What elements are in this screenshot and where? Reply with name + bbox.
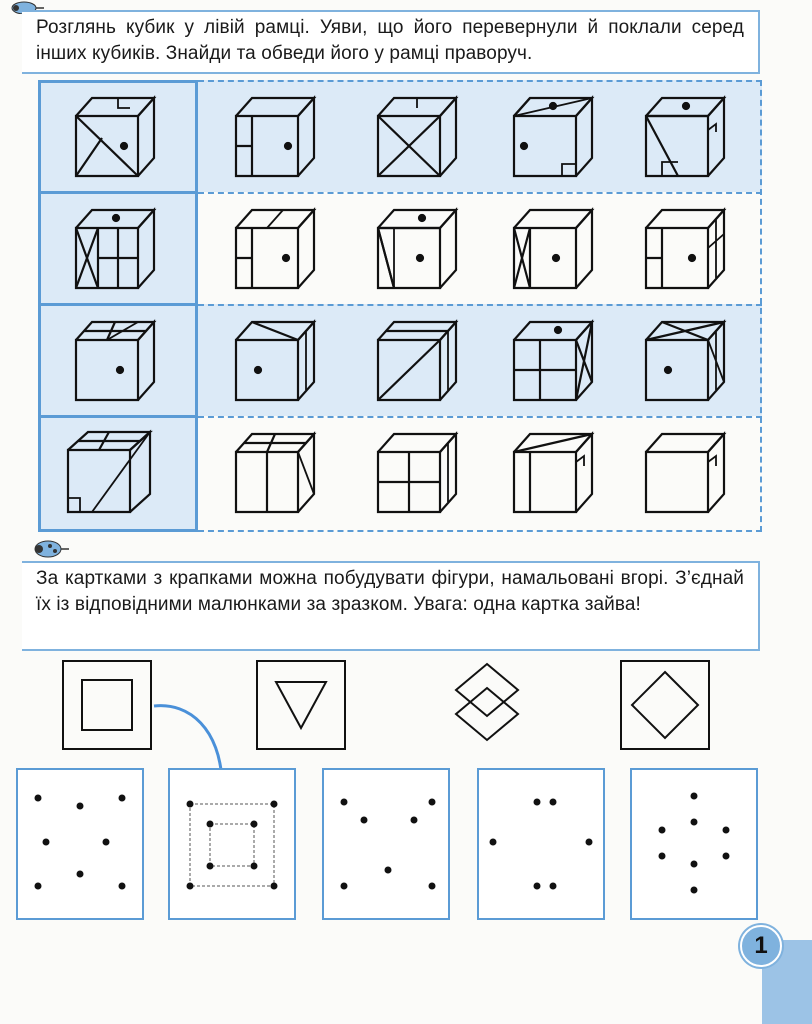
cube-option-3-3[interactable] bbox=[500, 310, 600, 410]
page-number: 1 bbox=[740, 925, 782, 967]
cube-option-4-1[interactable] bbox=[228, 422, 328, 522]
cube-option-3-2[interactable] bbox=[364, 310, 464, 410]
cube-option-2-4[interactable] bbox=[638, 198, 738, 298]
shape-diamond-in-square[interactable] bbox=[620, 660, 710, 750]
cube-sample-4 bbox=[64, 422, 164, 522]
cube-option-3-4[interactable] bbox=[638, 310, 738, 410]
cube-option-1-4[interactable] bbox=[638, 86, 738, 186]
shape-double-diamond[interactable] bbox=[442, 660, 532, 750]
cube-grid bbox=[38, 80, 762, 532]
cube-option-3-1[interactable] bbox=[228, 310, 328, 410]
cube-sample-2 bbox=[68, 198, 168, 298]
task-1-text: Розглянь кубик у лівій рамці. Уяви, що його перевернули й поклали серед інших кубиків. Знайди та обведи його у рамці праворуч. bbox=[36, 17, 744, 64]
ladybug-icon bbox=[30, 538, 70, 558]
task-2-instructions bbox=[22, 561, 760, 651]
cube-option-1-3[interactable] bbox=[500, 86, 600, 186]
cube-option-4-3[interactable] bbox=[500, 422, 600, 522]
dot-card-2-example[interactable] bbox=[168, 768, 296, 920]
cube-sample-3 bbox=[68, 310, 168, 410]
cube-option-4-4[interactable] bbox=[638, 422, 738, 522]
cube-option-2-3[interactable] bbox=[500, 198, 600, 298]
cube-option-2-1[interactable] bbox=[228, 198, 328, 298]
dot-card-5[interactable] bbox=[630, 768, 758, 920]
shape-square-in-square[interactable] bbox=[62, 660, 152, 750]
cube-sample-1 bbox=[68, 86, 168, 186]
dot-card-1[interactable] bbox=[16, 768, 144, 920]
cube-option-1-1[interactable] bbox=[228, 86, 328, 186]
task-1-instructions bbox=[22, 10, 760, 74]
cube-option-2-2[interactable] bbox=[364, 198, 464, 298]
dot-card-3[interactable] bbox=[322, 768, 450, 920]
cube-option-4-2[interactable] bbox=[364, 422, 464, 522]
dot-card-4[interactable] bbox=[477, 768, 605, 920]
cube-option-1-2[interactable] bbox=[364, 86, 464, 186]
task-2-text: За картками з крапками можна побудувати фігури, намальовані вгорі. З’єднай їх із відповідними малюнками за зразком. Увага: одна картка зайва! bbox=[36, 568, 744, 615]
shape-triangle-in-square[interactable] bbox=[256, 660, 346, 750]
